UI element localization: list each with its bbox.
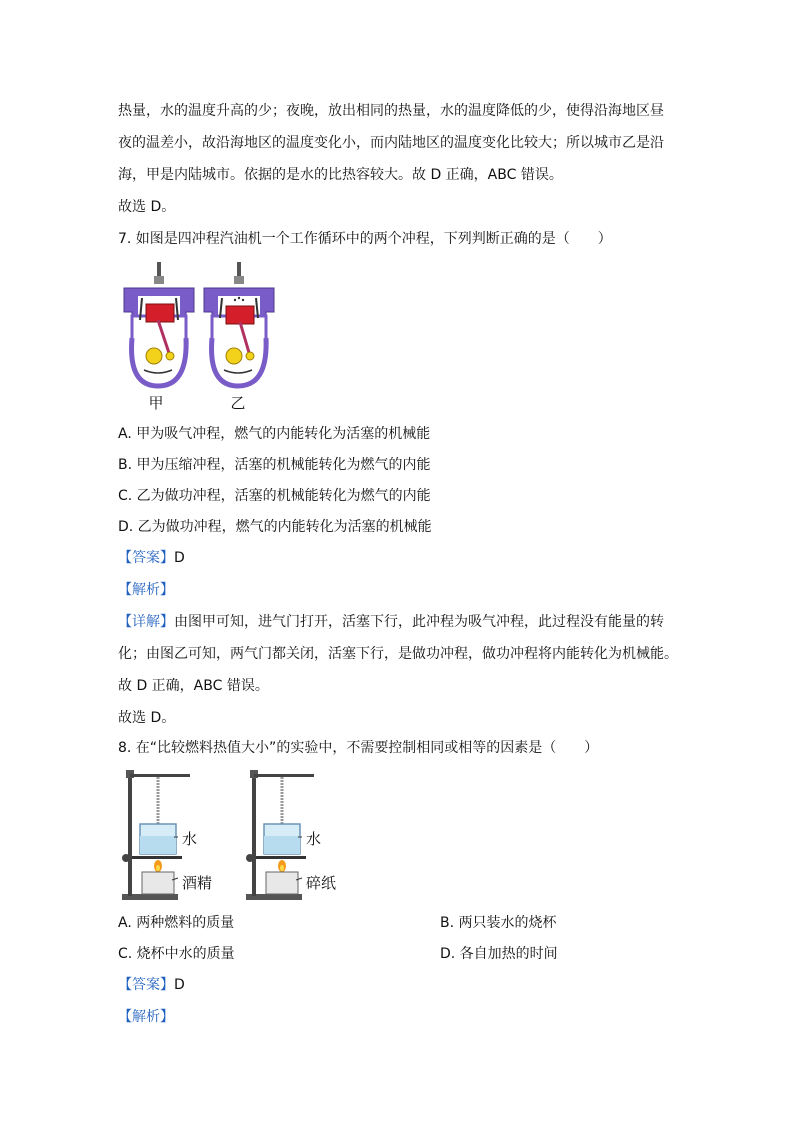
q7-detail-text-1: 由图甲可知，进气门打开，活塞下行，此冲程为吸气冲程，此过程没有能量的转 <box>174 614 664 630</box>
paper-label: 碎纸 <box>306 874 337 892</box>
engine-yi-diagram <box>204 262 274 386</box>
q8-option-a: A. 两种燃料的质量 <box>118 915 235 931</box>
q7-detail-line-1 <box>118 612 664 632</box>
q8-apparatus-figure <box>118 764 358 904</box>
q7-answer <box>118 548 185 568</box>
intro-conclusion: 故选 D。 <box>118 199 176 215</box>
q7-answer-tag: 【答案】 <box>118 550 174 566</box>
right-water-label: 水 <box>306 830 322 848</box>
q8-option-b: B. 两只装水的烧杯 <box>440 915 557 931</box>
intro-line-1: 热量，水的温度升高的少；夜晚，放出相同的热量，水的温度降低的少，使得沿海地区昼 <box>118 103 664 119</box>
left-stand <box>122 770 190 900</box>
q7-analysis-tag: 【解析】 <box>118 582 174 598</box>
q8-stem: 8. 在“比较燃料热值大小”的实验中，不需要控制相同或相等的因素是（ ） <box>118 740 599 756</box>
q7-engine-figure <box>118 258 288 416</box>
intro-line-2: 夜的温差小，故沿海地区的温度变化小，而内陆地区的温度变化比较大；所以城市乙是沿 <box>118 135 664 151</box>
q7-detail-tag: 【详解】 <box>118 614 174 630</box>
alcohol-label: 酒精 <box>182 874 213 892</box>
q8-option-d: D. 各自加热的时间 <box>440 946 558 962</box>
q7-stem: 7. 如图是四冲程汽油机一个工作循环中的两个冲程，下列判断正确的是（ ） <box>118 231 612 247</box>
engine-jia-label: 甲 <box>148 394 164 412</box>
q8-analysis-tag: 【解析】 <box>118 1009 174 1025</box>
q7-answer-value: D <box>174 550 185 566</box>
q7-detail-line-2: 化；由图乙可知，两气门都关闭，活塞下行，是做功冲程，做功冲程将内能转化为机械能。 <box>118 646 678 662</box>
q7-option-d: D. 乙为做功冲程，燃气的内能转化为活塞的机械能 <box>118 519 432 535</box>
q7-conclusion: 故选 D。 <box>118 710 176 726</box>
q8-answer <box>118 975 185 995</box>
left-water-label: 水 <box>182 830 198 848</box>
q8-answer-tag: 【答案】 <box>118 977 174 993</box>
q7-option-c: C. 乙为做功冲程，活塞的机械能转化为燃气的内能 <box>118 488 431 504</box>
q8-answer-value: D <box>174 977 185 993</box>
q8-option-c: C. 烧杯中水的质量 <box>118 946 235 962</box>
q7-option-a: A. 甲为吸气冲程，燃气的内能转化为活塞的机械能 <box>118 426 431 442</box>
engine-yi-label: 乙 <box>230 394 246 412</box>
q7-option-b: B. 甲为压缩冲程，活塞的机械能转化为燃气的内能 <box>118 457 431 473</box>
intro-line-3: 海，甲是内陆城市。依据的是水的比热容较大。故 D 正确，ABC 错误。 <box>118 167 563 183</box>
engine-jia-diagram <box>124 262 194 386</box>
q7-detail-line-3: 故 D 正确，ABC 错误。 <box>118 678 269 694</box>
right-stand <box>246 770 314 900</box>
